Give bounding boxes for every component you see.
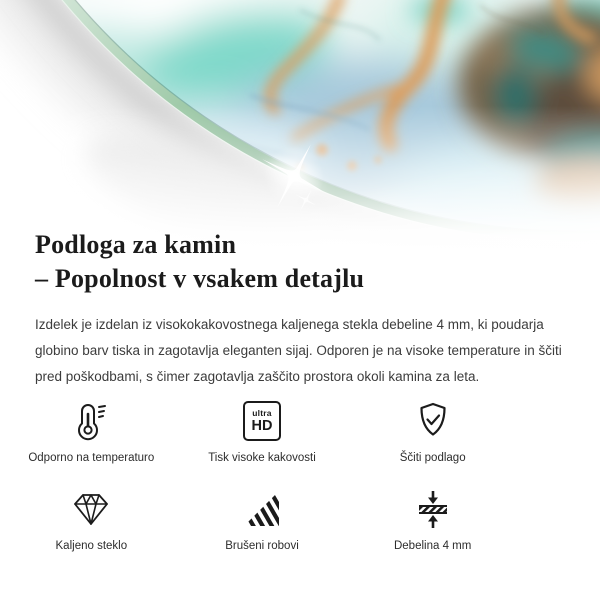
corner-fade [0, 0, 600, 252]
shield-check-icon [411, 398, 455, 444]
features-grid [6, 398, 518, 552]
feature-label: Ščiti podlago [399, 452, 466, 464]
feature-item [177, 486, 348, 552]
feature-item [347, 486, 518, 552]
product-description: Izdelek je izdelan iz visokokakovostnega kaljenega stekla debeline 4 mm, ki poudarja globino barv tiska in zagotavlja eleganten sijaj. Odporen je na visoke temperature in ščiti pred poškodbami, s čimer zagotavlja zaščito prostora okoli kamina za leta. [35, 317, 562, 384]
page-title-line2: – Popolnost v vsakem detajlu [35, 264, 365, 293]
product-image [0, 0, 600, 252]
feature-label: Kaljeno steklo [55, 540, 128, 552]
ultra-hd-icon-text-top: ultra [252, 408, 272, 418]
feature-item [6, 398, 177, 464]
page-title [35, 228, 364, 296]
feature-item [6, 486, 177, 552]
page-title-line1: Podloga za kamin [35, 230, 237, 259]
feature-label: Debelina 4 mm [393, 540, 472, 552]
ultra-hd-icon [243, 398, 281, 444]
glass-panel-illustration [0, 0, 600, 252]
feature-item [177, 398, 348, 464]
diamond-icon [69, 486, 113, 532]
feature-label: Brušeni robovi [225, 540, 299, 552]
feature-label: Odporno na temperaturo [28, 452, 155, 464]
thickness-arrows-icon [411, 486, 455, 532]
hatched-edge-icon [242, 486, 282, 532]
thermometer-icon [69, 398, 113, 444]
feature-item [347, 398, 518, 464]
feature-label: Tisk visoke kakovosti [208, 452, 316, 464]
ultra-hd-icon-text-bottom: HD [251, 417, 273, 434]
